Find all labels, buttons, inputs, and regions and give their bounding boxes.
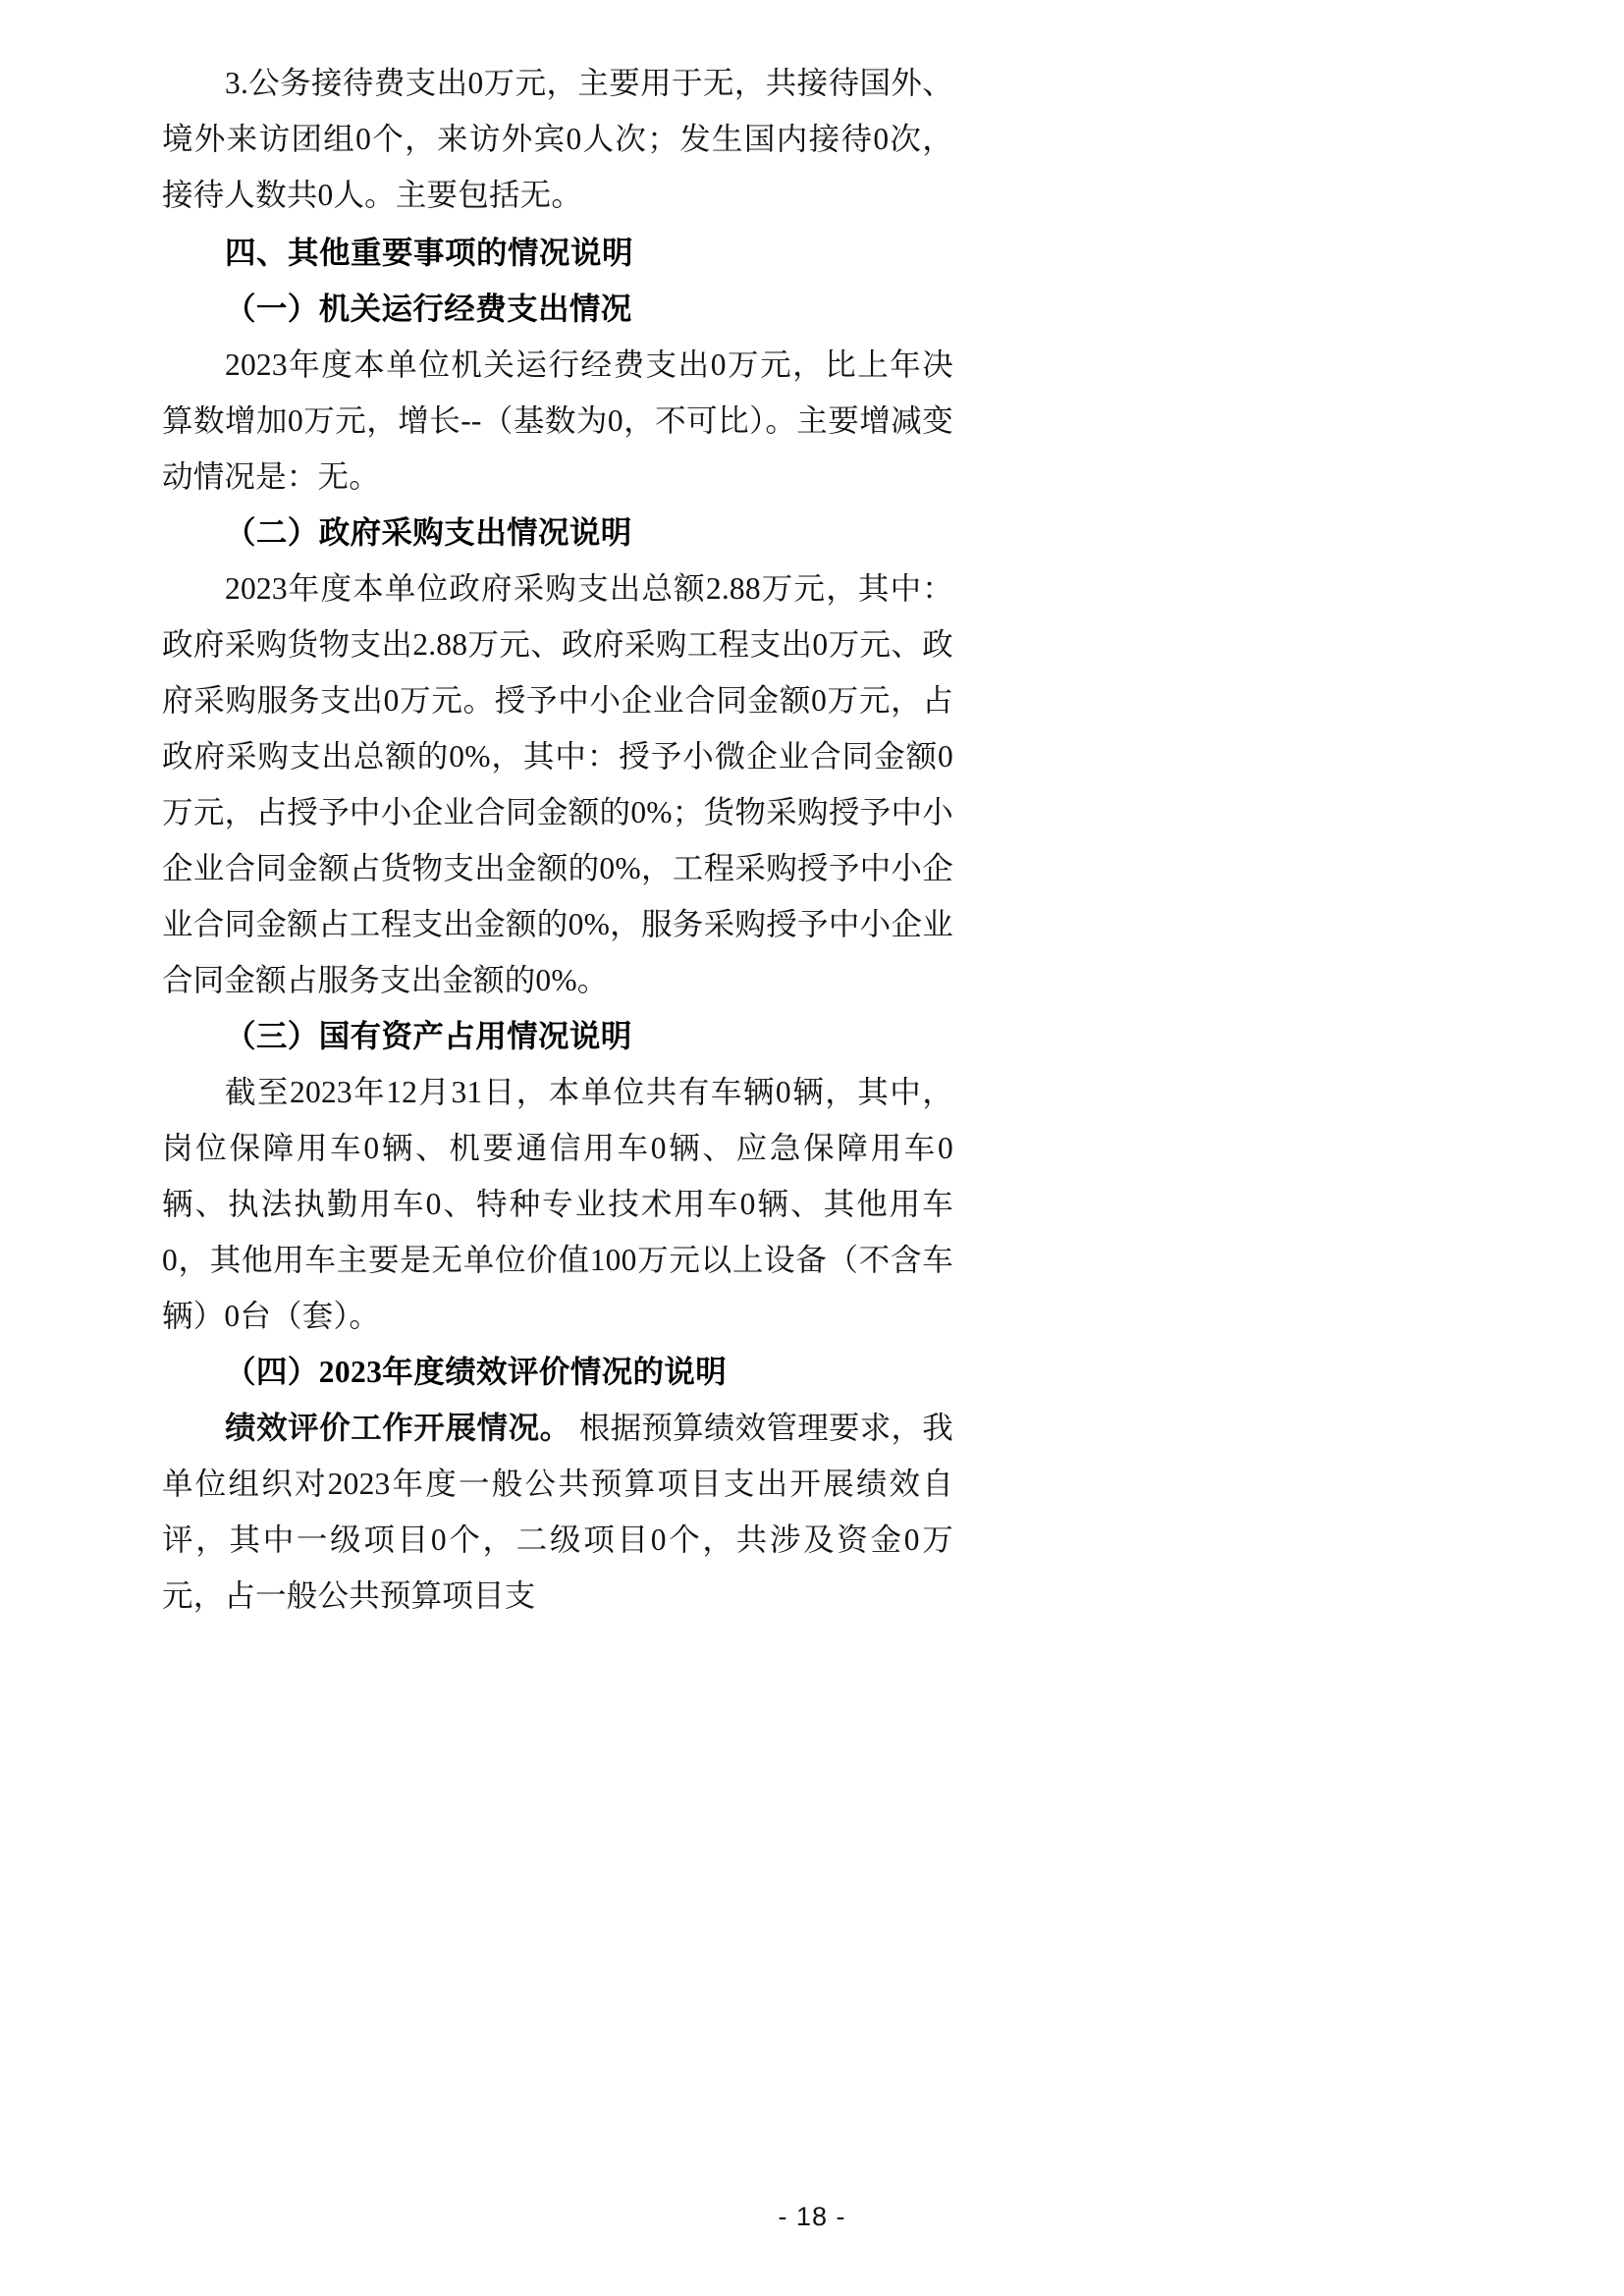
heading-subsection-four: （四）2023年度绩效评价情况的说明 [225, 1355, 728, 1389]
paragraph-government-procurement: 2023年度本单位政府采购支出总额2.88万元，其中：政府采购货物支出2.88万元、政府采购工程支出0万元、政府采购服务支出0万元。授予中小企业合同金额0万元，占政府采购支出总额的0%，其中：授予小微企业合同金额0万元，占授予中小企业合同金额的0%；货物采购授予中小企业合同金额占货物支出金额的0%，工程采购授予中小企业合同金额占工程支出金额的0%，服务采购授予中小企业合同金额占服务支出金额的0%。 [162, 571, 953, 997]
paragraph-operating-expense: 2023年度本单位机关运行经费支出0万元，比上年决算数增加0万元，增长--（基数为0，不可比）。主要增减变动情况是：无。 [162, 347, 953, 494]
heading-section-four: 四、其他重要事项的情况说明 [225, 235, 634, 270]
heading-subsection-one: （一）机关运行经费支出情况 [225, 292, 632, 326]
page-content [162, 55, 953, 1624]
performance-lead-label: 绩效评价工作开展情况。 [225, 1410, 571, 1445]
paragraph-performance-evaluation [162, 1400, 953, 1624]
page-number: - 18 - [778, 2202, 846, 2231]
performance-body-text: 根据预算绩效管理要求，我单位组织对2023年度一般公共预算项目支出开展绩效自评，其中一级项目0个，二级项目0个，共涉及资金0万元，占一般公共预算项目支 [162, 1411, 953, 1613]
paragraph-hospitality-expense: 3.公务接待费支出0万元，主要用于无，共接待国外、境外来访团组0个，来访外宾0人次；发生国内接待0次，接待人数共0人。主要包括无。 [162, 66, 953, 212]
heading-subsection-three: （三）国有资产占用情况说明 [225, 1019, 632, 1053]
heading-subsection-two: （二）政府采购支出情况说明 [225, 515, 632, 550]
paragraph-state-owned-assets: 截至2023年12月31日，本单位共有车辆0辆，其中，岗位保障用车0辆、机要通信用车0辆、应急保障用车0辆、执法执勤用车0、特种专业技术用车0辆、其他用车0，其他用车主要是无单位价值100万元以上设备（不含车辆）0台（套）。 [162, 1075, 953, 1333]
